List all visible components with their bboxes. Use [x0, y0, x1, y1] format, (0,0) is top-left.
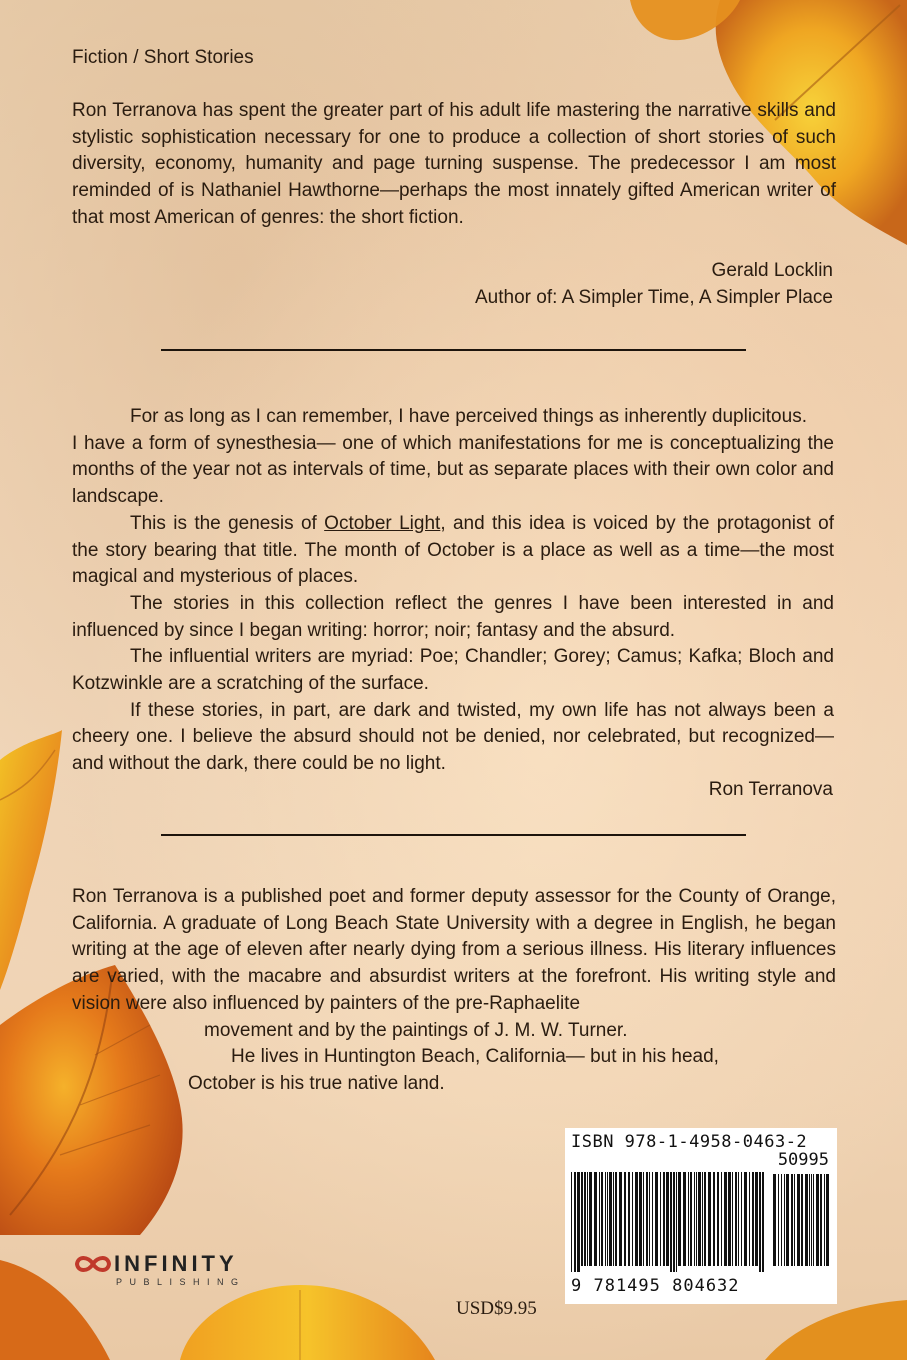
- barcode-bar: [762, 1172, 764, 1272]
- barcode-bar: [704, 1172, 706, 1266]
- barcode-bar: [584, 1172, 586, 1266]
- statement-paragraph: [72, 511, 834, 591]
- barcode-bar: [784, 1174, 785, 1266]
- barcode-bar: [652, 1172, 653, 1266]
- barcode-bar: [738, 1172, 739, 1266]
- barcode-bar: [660, 1172, 661, 1266]
- barcode-bar: [690, 1172, 692, 1266]
- barcode-bar: [594, 1172, 597, 1266]
- infinity-logo-icon: [72, 1250, 114, 1278]
- statement-text: , and this idea is voiced by the protagonist of the story bearing that title. The month of October is a place as well as a time—the most magical and mysterious of places.: [72, 512, 835, 588]
- barcode-bar: [698, 1172, 701, 1266]
- statement-paragraph: If these stories, in part, are dark and twisted, my own life has not always been a cheery one. I believe the absurd should not be denied, nor celebrated, but recognized— and without the dark, there could be no light.: [72, 699, 834, 775]
- barcode-bar: [646, 1172, 648, 1266]
- barcode-bar: [571, 1172, 572, 1272]
- barcode-bar: [724, 1172, 727, 1266]
- barcode-bar: [820, 1174, 822, 1266]
- statement-signature: Ron Terranova: [708, 779, 833, 800]
- barcode-bar: [628, 1172, 630, 1266]
- review-author: Gerald Locklin: [711, 260, 833, 281]
- barcode-bar: [797, 1174, 800, 1266]
- barcode-bar: [809, 1174, 810, 1266]
- barcode-bar: [589, 1172, 592, 1266]
- divider: [161, 834, 746, 836]
- barcode-bar: [713, 1172, 715, 1266]
- barcode-bar: [749, 1172, 750, 1266]
- barcode-bar: [609, 1172, 612, 1266]
- barcode-bar: [643, 1172, 644, 1266]
- barcode-bar: [673, 1172, 675, 1272]
- barcode-bar: [813, 1174, 814, 1266]
- barcode-bar: [741, 1172, 742, 1266]
- bio-paragraph: He lives in Huntington Beach, California— but in his head,: [231, 1046, 719, 1068]
- barcode-bar: [694, 1172, 695, 1266]
- autumn-leaf-bottom-right: [765, 1300, 907, 1360]
- statement-paragraph: The stories in this collection reflect the genres I have been interested in and influenced by since I began writing: horror; noir; fantasy and the absurd.: [72, 592, 834, 641]
- bio-paragraph: movement and by the paintings of J. M. W. Turner.: [204, 1019, 628, 1041]
- barcode-bar: [678, 1172, 681, 1266]
- review-author-credit: Author of: A Simpler Time, A Simpler Place: [475, 287, 833, 308]
- barcode-bar: [717, 1172, 719, 1266]
- barcode-bar: [759, 1172, 761, 1272]
- barcode-bar: [824, 1174, 825, 1266]
- barcode-bar: [587, 1172, 588, 1266]
- barcode-bar: [786, 1174, 789, 1266]
- barcode-bar: [574, 1172, 576, 1272]
- price: USD$9.95: [456, 1298, 537, 1319]
- price-code: 50995: [777, 1150, 829, 1170]
- barcode-bar: [781, 1174, 782, 1266]
- barcode-bar: [826, 1174, 829, 1266]
- autumn-leaf-bottom: [150, 1230, 450, 1360]
- barcode-bar: [816, 1174, 819, 1266]
- barcode-bar: [607, 1172, 608, 1266]
- barcode-bar: [801, 1174, 803, 1266]
- barcode-bar: [811, 1174, 812, 1266]
- barcode-bar: [794, 1174, 795, 1266]
- barcode-bar: [632, 1172, 633, 1266]
- barcode-bar: [655, 1172, 658, 1266]
- barcode-bar: [624, 1172, 626, 1266]
- barcode-bar: [663, 1172, 665, 1266]
- bio-paragraph: October is his true native land.: [188, 1072, 445, 1094]
- barcode-bar: [683, 1172, 686, 1266]
- isbn-barcode: [565, 1128, 837, 1304]
- barcode-bar: [666, 1172, 669, 1266]
- author-statement: [72, 404, 834, 778]
- barcode-bar: [708, 1172, 711, 1266]
- isbn-number: ISBN 978-1-4958-0463-2: [571, 1132, 808, 1152]
- statement-text: This is the genesis of: [130, 512, 325, 534]
- barcode-bar: [635, 1172, 638, 1266]
- barcode-bar: [755, 1172, 758, 1266]
- ean-number: 9 781495 804632: [571, 1276, 740, 1296]
- statement-paragraph: I have a form of synesthesia— one of which manifestations for me is conceptualizing the months of the year not as intervals of time, but as separate places with their own color and landscape.: [72, 432, 834, 508]
- barcode-bar: [649, 1172, 650, 1266]
- statement-paragraph: The influential writers are myriad: Poe; Chandler; Gorey; Camus; Kafka; Bloch and Kotzwinkle are a scratching of the surface.: [72, 646, 834, 695]
- barcode-bars: [571, 1172, 765, 1272]
- bio-paragraph: Ron Terranova is a published poet and former deputy assessor for the County of Orange, California. A graduate of Long Beach State University with a degree in English, he began writing at the age of eleven after nearly dying from a serious illness. His literary influences are varied, with the macabre and absurdist writers at the forefront. His writing style and vision were also influenced by painters of the pre-Raphaelite: [72, 886, 836, 1014]
- barcode-bar: [615, 1172, 617, 1266]
- genre-label: Fiction / Short Stories: [72, 47, 254, 68]
- barcode-bar: [577, 1172, 580, 1272]
- publisher-name: INFINITY: [114, 1251, 238, 1276]
- barcode-bar: [605, 1172, 606, 1266]
- barcode-bar: [688, 1172, 689, 1266]
- barcode-bar: [670, 1172, 672, 1272]
- barcode-bar: [601, 1172, 603, 1266]
- barcode-bar: [613, 1172, 614, 1266]
- book-title: October Light: [324, 512, 441, 534]
- author-bio: [72, 884, 836, 1098]
- barcode-bar: [696, 1172, 697, 1266]
- barcode-bar: [639, 1172, 642, 1266]
- barcode-bar: [728, 1172, 731, 1266]
- barcode-bar: [581, 1172, 583, 1266]
- barcode-bar: [805, 1174, 808, 1266]
- barcode-bar: [619, 1172, 622, 1266]
- barcode-bar: [735, 1172, 737, 1266]
- divider: [161, 349, 746, 351]
- publisher-subtitle: PUBLISHING: [116, 1277, 246, 1287]
- barcode-bar: [676, 1172, 677, 1272]
- barcode-bar: [773, 1174, 776, 1266]
- statement-paragraph: For as long as I can remember, I have perceived things as inherently duplicitous.: [130, 406, 807, 427]
- barcode-bar: [791, 1174, 793, 1266]
- barcode-bar: [721, 1172, 722, 1266]
- review-blurb: Ron Terranova has spent the greater part of his adult life mastering the narrative skills and stylistic sophistication necessary for one to produce a collection of short stories of such diversity, economy, humanity and page turning suspense. The predecessor I am most reminded of is Nathaniel Hawthorne—perhaps the most innately gifted American writer of that most American of genres: the short fiction.: [72, 100, 836, 228]
- barcode-bar: [778, 1174, 779, 1266]
- barcode-bar: [702, 1172, 703, 1266]
- barcode-bar: [732, 1172, 733, 1266]
- barcode-bar: [744, 1172, 747, 1266]
- barcode-bar: [752, 1172, 754, 1266]
- barcode-bar: [599, 1172, 600, 1266]
- price-barcode-bars: [773, 1174, 829, 1272]
